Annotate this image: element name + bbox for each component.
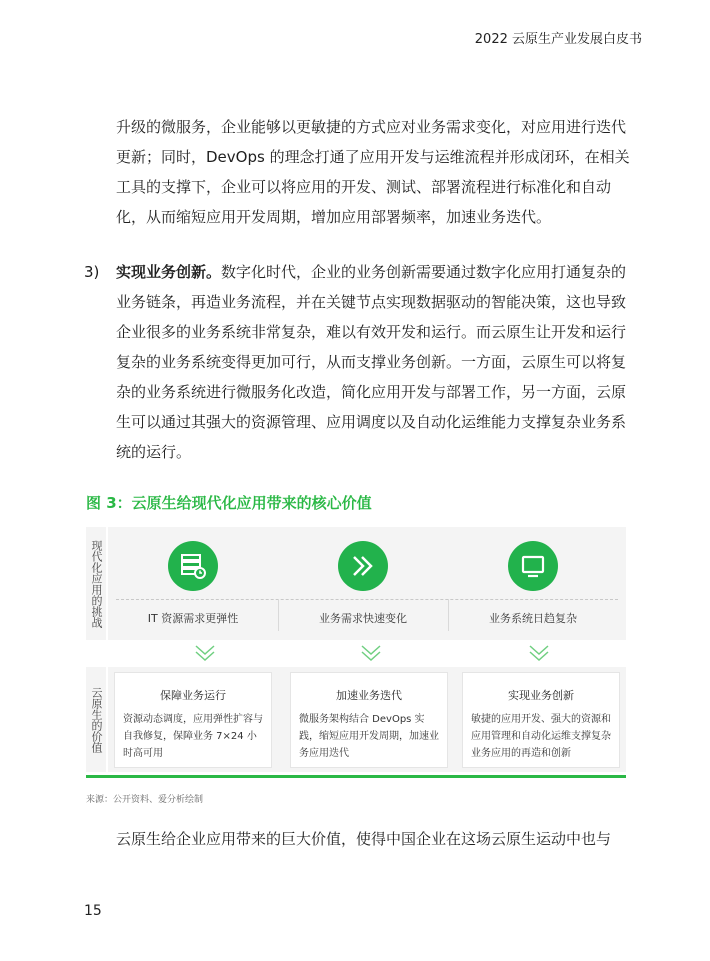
paragraph-1: 升级的微服务，企业能够以更敏捷的方式应对业务需求变化，对应用进行迭代更新；同时，DevOps 的理念打通了应用开发与运维流程并形成闭环，在相关工具的支撑下，企业可以将应用的开发、测试、部署流程进行标准化和自动化，从而缩短应用开发周期，增加应用部署频率，加速业务迭代。 — [116, 118, 630, 226]
item-text: 数字化时代，企业的业务创新需要通过数字化应用打通复杂的业务链条，再造业务流程，并在关键节点实现数据驱动的智能决策，这也导致企业很多的业务系统非常复杂，难以有效开发和运行。而云原生让开发和运行复杂的业务系统变得更加可行，从而支撑业务创新。一方面，云原生可以将复杂的业务系统进行微服务化改造，简化应用开发与部署工作，另一方面，云原生可以通过其强大的资源管理、应用调度以及自动化运维能力支撑复杂业务系统的运行。 — [116, 263, 627, 461]
value-card-body: 敏捷的应用开发、强大的资源和应用管理和自动化运维支撑复杂业务应用的再造和创新 — [471, 714, 611, 759]
chevron-down-icon — [528, 643, 550, 663]
chevron-down-icon — [194, 643, 216, 663]
server-clock-icon — [168, 541, 218, 591]
value-card-3 — [462, 672, 620, 768]
challenge-col-1 — [116, 527, 270, 640]
side-label-challenges: 现代化应用的挑战 — [86, 527, 106, 640]
paragraph-3: 云原生给企业应用带来的巨大价值，使得中国企业在这场云原生运动中也与 — [116, 830, 612, 848]
challenge-col-2 — [286, 527, 440, 640]
list-number: 3) — [84, 263, 100, 281]
value-card-title: 加速业务迭代 — [336, 689, 402, 702]
page-number: 15 — [84, 903, 102, 919]
values-panel — [108, 667, 626, 772]
fast-forward-icon — [338, 541, 388, 591]
chevron-down-icon — [360, 643, 382, 663]
column-divider — [448, 599, 449, 631]
figure — [86, 527, 626, 785]
challenge-col-3 — [456, 527, 610, 640]
challenge-label-2: 业务需求快速变化 — [319, 612, 407, 625]
value-card-1 — [114, 672, 272, 768]
value-card-body: 微服务架构结合 DevOps 实践，缩短应用开发周期，加速业务应用迭代 — [299, 714, 439, 759]
item-heading: 实现业务创新。 — [116, 263, 222, 281]
page-header-title: 2022 云原生产业发展白皮书 — [474, 32, 642, 47]
value-card-title: 实现业务创新 — [508, 689, 574, 702]
figure-title: 图 3：云原生给现代化应用带来的核心价值 — [86, 494, 372, 512]
value-card-body: 资源动态调度，应用弹性扩容与自我修复，保障业务 7×24 小时高可用 — [123, 714, 263, 759]
figure-source: 来源：公开资料、爱分析绘制 — [86, 795, 204, 805]
value-card-2 — [290, 672, 448, 768]
challenge-label-3: 业务系统日趋复杂 — [489, 612, 577, 625]
figure-bottom-rule — [86, 775, 626, 778]
side-label-values: 云原生的价值 — [86, 667, 106, 772]
paragraph-2 — [116, 257, 636, 467]
challenges-panel — [108, 527, 626, 640]
challenge-label-1: IT 资源需求更弹性 — [147, 612, 239, 625]
value-card-title: 保障业务运行 — [160, 689, 226, 702]
column-divider — [278, 599, 279, 631]
monitor-icon — [508, 541, 558, 591]
